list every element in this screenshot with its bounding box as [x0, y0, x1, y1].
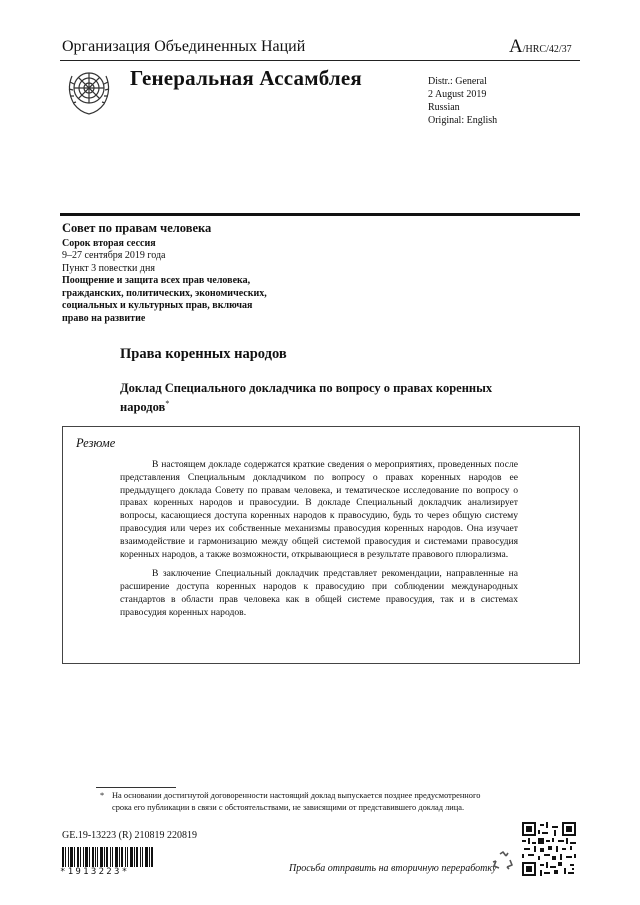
agenda-title-line: социальных и культурных прав, включая: [62, 300, 253, 311]
distribution-line: Distr.: General: [428, 76, 487, 87]
date-line: 2 August 2019: [428, 89, 487, 100]
language-line: Russian: [428, 102, 460, 113]
footnote-rule: [96, 787, 176, 788]
summary-heading: Резюме: [76, 436, 116, 450]
organization-name: Организация Объединенных Наций: [62, 38, 306, 55]
document-title: Права коренных народов: [120, 346, 287, 362]
header-thick-rule: [60, 213, 580, 216]
footnote-mark: *: [100, 791, 105, 800]
council-name: Совет по правам человека: [62, 221, 212, 235]
session-name: Сорок вторая сессия: [62, 237, 156, 249]
body-name: Генеральная Ассамблея: [130, 66, 362, 90]
barcode-number: *1913223*: [60, 867, 130, 877]
summary-paragraph: В заключение Специальный докладчик представляет рекомендации, направленные на расширение доступа коренных народов к правосудию при соблюдении международных стандартов в области прав человека как в общей системе правосудия, так и в системах правосудия коренных народов.: [120, 568, 518, 618]
agenda-title-line: право на развитие: [62, 312, 146, 324]
qr-code-icon: [522, 822, 576, 876]
footnote-marker: *: [165, 399, 170, 408]
recycle-icon: [492, 850, 514, 872]
document-symbol: [509, 36, 572, 58]
distribution-info: [428, 75, 497, 127]
session-meta: [62, 222, 267, 325]
document-subtitle: [120, 381, 520, 415]
footnote-text: На основании достигнутой договоренности настоящий доклад выпускается позднее предусмотренного срока его публикации в связи с обстоятельствами, не зависящими от представившего доклад лица.: [112, 791, 481, 812]
agenda-title-line: гражданских, политических, экономических,: [62, 287, 267, 299]
recycle-note: Просьба отправить на вторичную переработку: [289, 863, 497, 874]
header-rule: [60, 60, 580, 61]
agenda-item: Пункт 3 повестки дня: [62, 262, 155, 274]
un-emblem-icon: [62, 64, 116, 118]
symbol-prefix: A: [509, 36, 523, 57]
footnote: [100, 790, 484, 814]
job-number: GE.19-13223 (R) 210819 220819: [62, 830, 197, 841]
summary-body: [120, 459, 518, 620]
barcode-icon: [62, 847, 154, 867]
original-language-line: Original: English: [428, 115, 498, 126]
subtitle-text: Доклад Специального докладчика по вопросу о правах коренных народов: [120, 381, 493, 415]
session-dates: 9–27 сентября 2019 года: [62, 250, 166, 261]
agenda-title-line: Поощрение и защита всех прав человека,: [62, 275, 251, 286]
summary-paragraph: В настоящем докладе содержатся краткие сведения о мероприятиях, проведенных после представления Специальным докладчиком по вопросу о правах коренных народов ее предыдущего доклада Совету по правам человека, и тематическое исследование по вопросу о правах коренных народов и правосудии. В докладе Специальный докладчик анализирует вопросы, касающиеся доступа коренных народов к правосудию, будь то через общую систему правосудия или через их собственные механизмы правосудия коренных народов. Она изучает взаимодействие и гармонизацию между общей системой правосудия и системами правосудия коренных народов, а также возможности, открывающиеся в результате правового плюрализма.: [120, 459, 518, 560]
symbol-rest: /HRC/42/37: [522, 44, 572, 55]
